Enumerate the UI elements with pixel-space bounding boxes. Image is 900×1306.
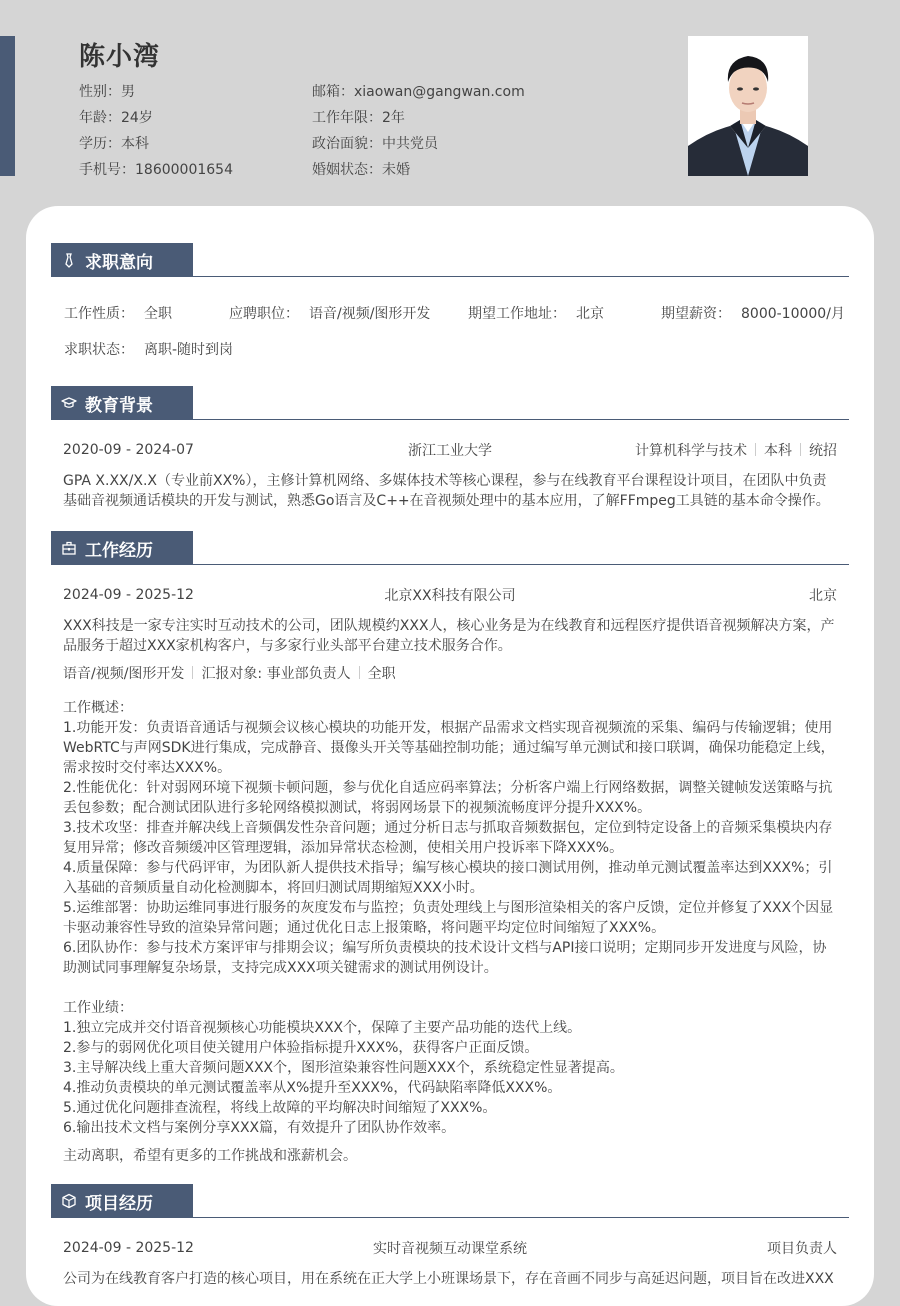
section-project-experience	[51, 1184, 849, 1289]
company-intro: XXX科技是一家专注实时互动技术的公司，团队规模约XXX人，核心业务是为在线教育和远程医疗提供语音视频解决方案，产品服务于超过XXX家机构客户，与多家行业头部平台建立技术服务合作。	[63, 618, 835, 654]
separator	[755, 443, 756, 456]
info-education: 学历：本科	[79, 136, 149, 152]
intent-salary: 期望薪资： 8000-10000/月	[661, 306, 845, 322]
info-marital-status: 婚姻状态：未婚	[312, 162, 410, 178]
graduation-cap-icon	[61, 395, 77, 411]
work-period: 2024-09 - 2025-12	[63, 587, 194, 603]
profile-photo	[688, 36, 808, 176]
project-name: 实时音视频互动课堂系统	[373, 1241, 527, 1257]
overview-item: 4.质量保障：参与代码评审，为团队新人提供技术指导；编写核心模块的接口测试用例，推动单元测试覆盖率达到XXX%；引入基础的音频质量自动化检测脚本，将回归测试周期缩短XXX小时。	[63, 860, 833, 896]
project-description: 公司为在线教育客户打造的核心项目，用在系统在正大学上小班课场景下，存在音画不同步与高延迟问题，项目旨在改进XXX	[63, 1271, 834, 1287]
resume-body-card	[26, 206, 874, 1306]
section-title-tab: 工作经历	[51, 531, 193, 565]
section-header	[51, 243, 849, 277]
job-intent-grid	[51, 303, 849, 363]
section-header	[51, 531, 849, 565]
achievement-item: 5.通过优化问题排查流程，将线上故障的平均解决时间缩短了XXX%。	[63, 1100, 497, 1116]
section-header	[51, 1184, 849, 1218]
info-phone: 手机号：18600001654	[79, 162, 233, 178]
achievement-item: 6.输出技术文档与案例分享XXX篇，有效提升了团队协作效率。	[63, 1120, 456, 1136]
achievement-item: 3.主导解决线上重大音频问题XXX个，图形渲染兼容性问题XXX个，系统稳定性显著提高。	[63, 1060, 624, 1076]
resume-header	[0, 0, 900, 200]
section-title-tab: 求职意向	[51, 243, 193, 277]
separator	[192, 666, 193, 679]
education-period: 2020-09 - 2024-07	[63, 442, 194, 458]
info-gender: 性别：男	[79, 84, 135, 100]
info-email: 邮箱：xiaowan@gangwan.com	[312, 84, 525, 100]
cube-icon	[61, 1193, 77, 1209]
leave-reason: 主动离职，希望有更多的工作挑战和涨薪机会。	[63, 1148, 357, 1164]
work-tags: 语音/视频/图形开发 汇报对象: 事业部负责人 全职	[63, 666, 396, 682]
school-name: 浙江工业大学	[408, 443, 492, 459]
project-role: 项目负责人	[767, 1241, 837, 1257]
project-period: 2024-09 - 2025-12	[63, 1240, 194, 1256]
person-portrait-icon	[688, 36, 808, 176]
candidate-name: 陈小湾	[79, 42, 161, 72]
overview-item: 5.运维部署：协助运维同事进行服务的灰度发布与监控；负责处理线上与图形渲染相关的客户反馈，定位并修复了XXX个因显卡驱动兼容性导致的渲染异常问题；通过优化日志上报策略，将问题平均定位时间缩短了XXX%。	[63, 900, 834, 936]
overview-item: 1.功能开发：负责语音通话与视频会议核心模块的功能开发，根据产品需求文档实现音视频流的采集、编码与传输逻辑；使用WebRTC与声网SDK进行集成，完成静音、摄像头开关等基础控制功能；通过编写单元测试和接口联调，确保功能稳定上线，需求按时交付率达XXX%。	[63, 720, 835, 776]
achievement-item: 1.独立完成并交付语音视频核心功能模块XXX个，保障了主要产品功能的迭代上线。	[63, 1020, 582, 1036]
intent-position: 应聘职位： 语音/视频/图形开发	[229, 306, 431, 322]
work-overview-title: 工作概述：	[63, 700, 133, 716]
section-work-experience	[51, 531, 849, 1166]
work-location: 北京	[809, 588, 837, 604]
accent-bar	[0, 36, 15, 176]
work-overview	[51, 698, 849, 978]
intent-status: 求职状态： 离职-随时到岗	[64, 342, 234, 358]
info-age: 年龄：24岁	[79, 110, 153, 126]
section-job-intent	[51, 243, 849, 363]
overview-item: 6.团队协作：参与技术方案评审与排期会议；编写所负责模块的技术设计文档与API接口说明；定期同步开发进度与风险，协助测试同事理解复杂场景，支持完成XXX项关键需求的测试用例设计。	[63, 940, 827, 976]
work-achievements	[51, 998, 849, 1138]
education-entry-header	[51, 440, 849, 460]
tie-icon	[61, 252, 77, 268]
section-header	[51, 386, 849, 420]
achievement-item: 2.参与的弱网优化项目使关键用户体验指标提升XXX%，获得客户正面反馈。	[63, 1040, 539, 1056]
basic-info-left	[79, 82, 233, 186]
intent-work-type: 工作性质： 全职	[64, 306, 172, 322]
achievements-title: 工作业绩：	[63, 1000, 133, 1016]
work-entry-header	[51, 585, 849, 605]
achievement-item: 4.推动负责模块的单元测试覆盖率从X%提升至XXX%，代码缺陷率降低XXX%。	[63, 1080, 562, 1096]
education-description: GPA X.XX/X.X（专业前XX%），主修计算机网络、多媒体技术等核心课程，参与在线教育平台课程设计项目，在团队中负责基础音视频通话模块的开发与测试，熟悉Go语言及C++在音视频处理中的基本应用，了解FFmpeg工具链的基本命令操作。	[63, 473, 830, 509]
company-name: 北京XX科技有限公司	[384, 588, 516, 604]
section-education	[51, 386, 849, 511]
section-title-tab: 项目经历	[51, 1184, 193, 1218]
info-political-status: 政治面貌：中共党员	[312, 136, 438, 152]
overview-item: 3.技术攻坚：排查并解决线上音频偶发性杂音问题；通过分析日志与抓取音频数据包，定位到特定设备上的音频采集模块内存复用异常；修改音频缓冲区管理逻辑，添加异常状态检测，使相关用户投诉率下降XXX%。	[63, 820, 833, 856]
separator	[359, 666, 360, 679]
overview-item: 2.性能优化：针对弱网环境下视频卡顿问题，参与优化自适应码率算法；分析客户端上行网络数据，调整关键帧发送策略与抗丢包参数；配合测试团队进行多轮网络模拟测试，将弱网场景下的视频流畅度评分提升XXX%。	[63, 780, 833, 816]
education-details: 计算机科学与技术 本科 统招	[635, 443, 837, 459]
briefcase-icon	[61, 540, 77, 556]
basic-info-right	[312, 82, 525, 186]
info-work-years: 工作年限：2年	[312, 110, 405, 126]
separator	[800, 443, 801, 456]
project-entry-header	[51, 1238, 849, 1258]
intent-location: 期望工作地址： 北京	[468, 306, 604, 322]
section-title-tab: 教育背景	[51, 386, 193, 420]
